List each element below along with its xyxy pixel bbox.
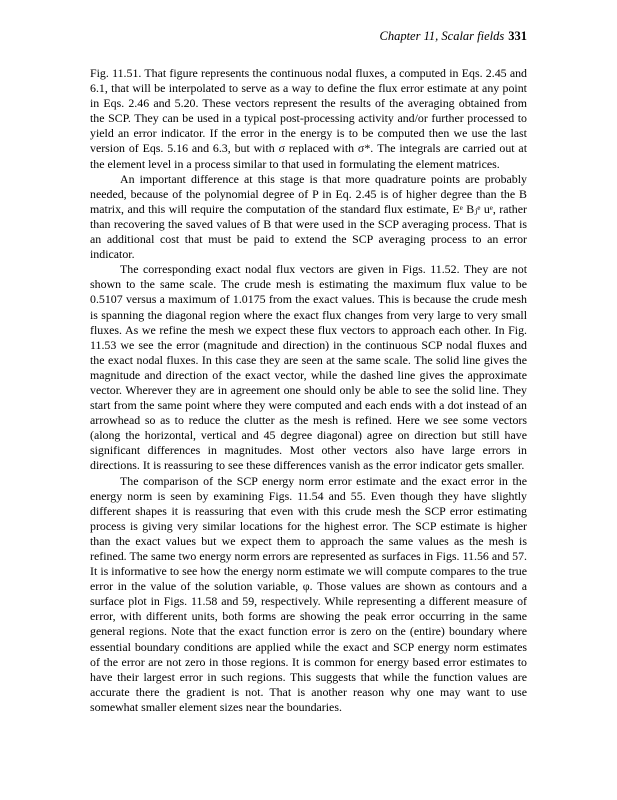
body-text (90, 66, 527, 715)
running-header (90, 29, 527, 44)
paragraph-1: Fig. 11.51. That figure represents the continuous nodal fluxes, a computed in Eqs. 2.45 and 6.1, that will be interpolated to serve as a way to define the flux error estimate at any point in Eqs. 2.46 and 5.20. These vectors represent the results of the averaging obtained from the SCP. They can be used in a typical post-processing activity and/or further processed to yield an error indicator. If the error in the energy is to be computed then we use the last version of Eqs. 5.16 and 6.3, but with σ replaced with σ*. The integrals are carried out at the element level in a process similar to that used in formulating the element matrices. (90, 66, 527, 171)
paragraph-4: The comparison of the SCP energy norm error estimate and the exact error in the energy norm is seen by examining Figs. 11.54 and 55. Even though they have slightly different shapes it is reassuring that even with this crude mesh the SCP error estimating process is giving very similar locations for the highest error. The SCP estimate is higher than the exact values but we expect them to approach the same values as the mesh is refined. The same two energy norm errors are represented as surfaces in Figs. 11.56 and 57. It is informative to see how the energy norm estimate we will compute compares to the true error in the value of the solution variable, φ. Those values are shown as contours and a surface plot in Figs. 11.58 and 59, respectively. While representing a different measure of error, with different units, both forms are showing the peak error occurring in the same general regions. Note that the exact function error is zero on the (entire) boundary where essential boundary conditions are applied while the exact and SCP energy norm estimates of the error are not zero in those regions. It is common for energy based error estimates to have their largest error in such regions. This suggests that while the function values are accurate there the gradient is not. That is another reason why one may want to use somewhat smaller element sizes near the boundaries. (90, 473, 527, 714)
chapter-title: Chapter 11, Scalar fields (379, 29, 505, 43)
paragraph-3: The corresponding exact nodal flux vectors are given in Figs. 11.52. They are not shown to the same scale. The crude mesh is estimating the maximum flux value to be 0.5107 versus a maximum of 1.0175 from the exact values. This is because the crude mesh is spanning the diagonal region where the exact flux changes from very large to very small fluxes. As we refine the mesh we expect these flux vectors to approach each other. In Fig. 11.53 we see the error (magnitude and direction) in the continuous SCP nodal fluxes and the exact nodal fluxes. In this case they are seen at the same scale. The solid line gives the magnitude and direction of the exact vector, while the dashed line gives the approximate vector. Wherever they are in agreement one should only be able to see the solid line. They start from the same point where they were computed and each ends with a dot instead of an arrowhead so as to reduce the clutter as the mesh is refined. Here we see some vectors (along the horizontal, vertical and 45 degree diagonal) agree on direction but still have significant differences in magnitudes. Most other vectors also have large errors in directions. It is reassuring to see these differences vanish as the error indicator gets smaller. (90, 262, 527, 473)
page-number: 331 (508, 29, 527, 43)
paragraph-2: An important difference at this stage is that more quadrature points are probably needed, because of the polynomial degree of P in Eq. 2.45 is of higher degree than the B matrix, and this will require the computation of the standard flux estimate, Eᵉ Bⱼᵉ uᵉ, rather than recovering the saved values of B that were used in the SCP averaging process. That is an additional cost that must be paid to extend the SCP averaging process to an error indicator. (90, 171, 527, 262)
